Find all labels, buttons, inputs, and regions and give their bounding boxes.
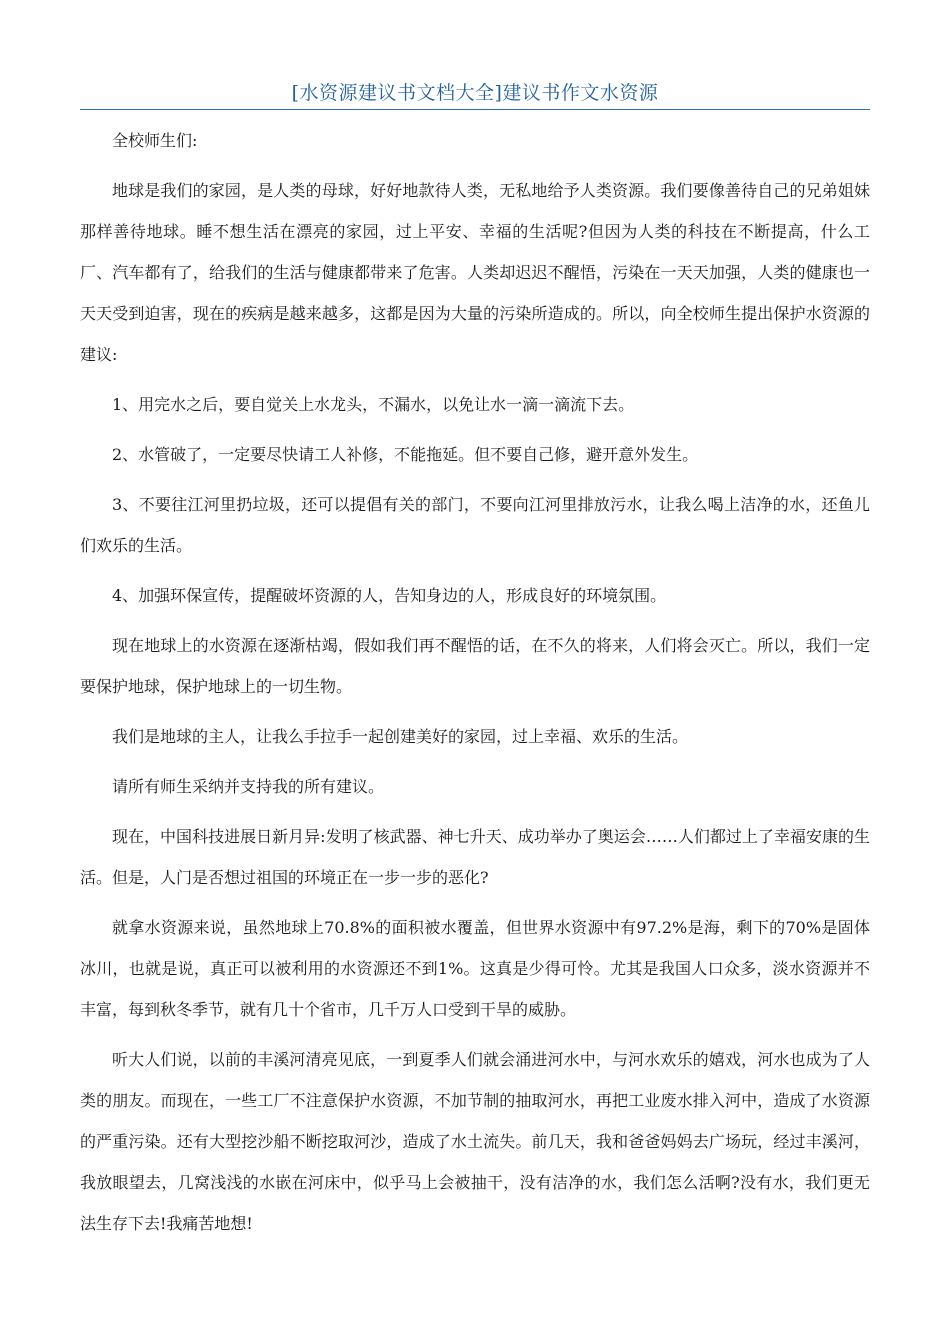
paragraph: 请所有师生采纳并支持我的所有建议。 <box>112 777 385 796</box>
paragraph: 现在地球上的水资源在逐渐枯竭，假如我们再不醒悟的话，在不久的将来，人们将会灭亡。所以，我们一定要保护地球，保护地球上的一切生物。 <box>80 636 870 696</box>
paragraph-salutation: 全校师生们: <box>112 131 198 150</box>
paragraph-suggestion-4: 4、加强环保宣传，提醒破坏资源的人，告知身边的人，形成良好的环境氛围。 <box>112 586 667 605</box>
title-underline <box>80 109 870 110</box>
document-body <box>80 120 870 1253</box>
paragraph-suggestion-1: 1、用完水之后，要自觉关上水龙头，不漏水，以免让水一滴一滴流下去。 <box>112 395 635 414</box>
paragraph-suggestion-3: 3、不要往江河里扔垃圾，还可以提倡有关的部门，不要向江河里排放污水，让我么喝上洁净的水，还鱼儿们欢乐的生活。 <box>80 495 870 555</box>
paragraph: 地球是我们的家园，是人类的母球，好好地款待人类，无私地给予人类资源。我们要像善待自己的兄弟姐妹那样善待地球。睡不想生活在漂亮的家园，过上平安、幸福的生活呢?但因为人类的科技在不断提高，什么工厂、汽车都有了，给我们的生活与健康都带来了危害。人类却迟迟不醒悟，污染在一天天加强，人类的健康也一天天受到迫害，现在的疾病是越来越多，这都是因为大量的污染所造成的。所以，向全校师生提出保护水资源的建议: <box>80 181 870 364</box>
paragraph: 现在，中国科技进展日新月异:发明了核武器、神七升天、成功举办了奥运会……人们都过上了幸福安康的生活。但是，人门是否想过祖国的环境正在一步一步的恶化? <box>80 827 870 887</box>
paragraph: 听大人们说，以前的丰溪河清亮见底，一到夏季人们就会涌进河水中，与河水欢乐的嬉戏，河水也成为了人类的朋友。而现在，一些工厂不注意保护水资源，不加节制的抽取河水，再把工业废水排入河中，造成了水资源的严重污染。还有大型挖沙船不断挖取河沙，造成了水土流失。前几天，我和爸爸妈妈去广场玩，经过丰溪河，我放眼望去，几窝浅浅的水嵌在河床中，似乎马上会被抽干，没有洁净的水，我们怎么活啊?没有水，我们更无法生存下去!我痛苦地想! <box>80 1050 870 1233</box>
paragraph: 就拿水资源来说，虽然地球上70.8%的面积被水覆盖，但世界水资源中有97.2%是海，剩下的70%是固体冰川，也就是说，真正可以被利用的水资源还不到1%。这真是少得可怜。尤其是我国人口众多，淡水资源并不丰富，每到秋冬季节，就有几十个省市，几千万人口受到干旱的威胁。 <box>80 918 870 1019</box>
document-title: [水资源建议书文档大全]建议书作文水资源 <box>291 82 659 104</box>
paragraph: 我们是地球的主人，让我么手拉手一起创建美好的家园，过上幸福、欢乐的生活。 <box>112 727 689 746</box>
paragraph-suggestion-2: 2、水管破了，一定要尽快请工人补修，不能拖延。但不要自己修，避开意外发生。 <box>112 445 699 464</box>
